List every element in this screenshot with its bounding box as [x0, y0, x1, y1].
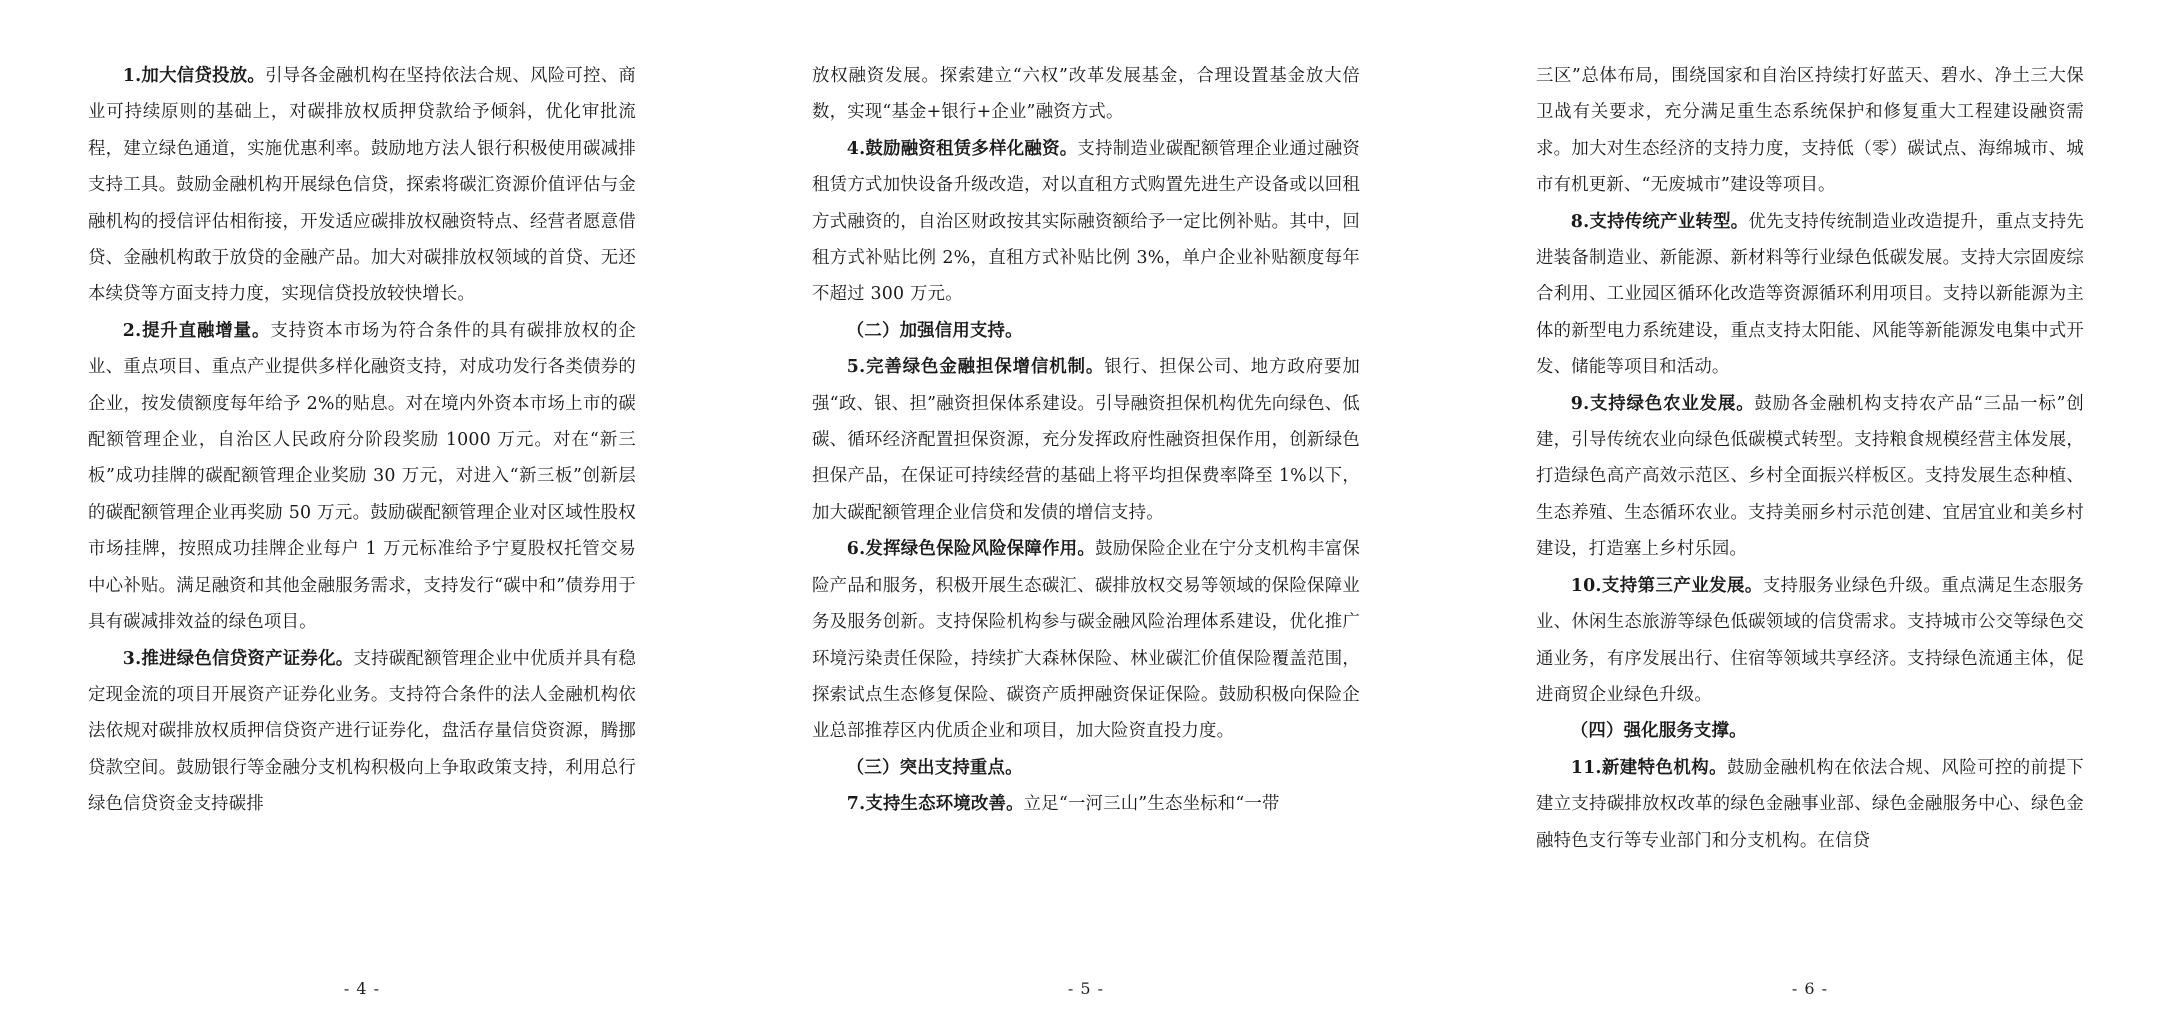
paragraph-text: 支持服务业绿色升级。重点满足生态服务业、休闲生态旅游等绿色低碳领域的信贷需求。支持城市公交等绿色交通业务，有序发展出行、住宿等领域共享经济。支持绿色流通主体，促进商贸企业绿色升级。 [1536, 575, 2084, 705]
section-heading [812, 313, 1360, 349]
paragraph-text: 立足“一河三山”生态坐标和“一带 [1023, 794, 1280, 815]
paragraph [1536, 386, 2084, 568]
paragraph-text: 鼓励各金融机构支持农产品“三品一标”创建，引导传统农业向绿色低碳模式转型。支持粮食规模经营主体发展，打造绿色高产高效示范区、乡村全面振兴样板区。支持发展生态种植、生态养殖、生态循环农业。支持美丽乡村示范创建、宜居宜业和美乡村建设，打造塞上乡村乐园。 [1536, 393, 2084, 560]
paragraph [812, 58, 1360, 131]
paragraph-text: 鼓励保险企业在宁分支机构丰富保险产品和服务，积极开展生态碳汇、碳排放权交易等领域的保险保障业务及服务创新。支持保险机构参与碳金融风险治理体系建设，优化推广环境污染责任保险，持续扩大森林保险、林业碳汇价值保险覆盖范围，探索试点生态修复保险、碳资产质押融资保证保险。鼓励积极向保险企业总部推荐区内优质企业和项目，加大险资直投力度。 [812, 539, 1360, 742]
section-heading [1536, 713, 2084, 749]
paragraph-lead: 5.完善绿色金融担保增信机制。 [846, 357, 1105, 378]
paragraph [1536, 568, 2084, 714]
paragraph-text: 鼓励金融机构在依法合规、风险可控的前提下建立支持碳排放权改革的绿色金融事业部、绿色金融服务中心、绿色金融特色支行等专业部门和分支机构。在信贷 [1536, 757, 2084, 851]
paragraph-text: 三区”总体布局，围绕国家和自治区持续打好蓝天、碧水、净土三大保卫战有关要求，充分满足重生态系统保护和修复重大工程建设融资需求。加大对生态经济的支持力度，支持低（零）碳试点、海绵城市、城市有机更新、“无废城市”建设等项目。 [1536, 66, 2084, 196]
paragraph-lead: 7.支持生态环境改善。 [846, 794, 1024, 815]
paragraph-text: 银行、担保公司、地方政府要加强“政、银、担”融资担保体系建设。引导融资担保机构优先向绿色、低碳、循环经济配置担保资源，充分发挥政府性融资担保作用，创新绿色担保产品，在保证可持续经营的基础上将平均担保费率降至 1%以下，加大碳配额管理企业信贷和发债的增信支持。 [812, 357, 1360, 523]
paragraph-lead: （四）强化服务支撑。 [1570, 721, 1747, 742]
page-6 [1448, 0, 2172, 1024]
paragraph [1536, 58, 2084, 204]
page-number: - 4 - [343, 979, 381, 998]
paragraph [812, 131, 1360, 313]
paragraph [88, 313, 636, 641]
paragraph [88, 641, 636, 823]
paragraph-lead: （三）突出支持重点。 [846, 757, 1023, 778]
paragraph-lead: 1.加大信贷投放。 [122, 66, 266, 86]
paragraph-text: 引导各金融机构在坚持依法合规、风险可控、商业可持续原则的基础上，对碳排放权质押贷款给予倾斜，优化审批流程，建立绿色通道，实施优惠利率。鼓励地方法人银行积极使用碳减排支持工具。鼓励金融机构开展绿色信贷，探索将碳汇资源价值评估与金融机构的授信评估相衔接，开发适应碳排放权融资特点、经营者愿意借贷、金融机构敢于放贷的金融产品。加大对碳排放权领域的首贷、无还本续贷等方面支持力度，实现信贷投放较快增长。 [88, 66, 636, 305]
page-4-body [88, 58, 636, 938]
page-5 [724, 0, 1448, 1024]
section-heading [812, 750, 1360, 786]
page-6-body [1536, 58, 2084, 938]
page-number: - 5 - [1067, 979, 1105, 998]
paragraph-text: 支持碳配额管理企业中优质并具有稳定现金流的项目开展资产证券化业务。支持符合条件的法人金融机构依法依规对碳排放权质押信贷资产进行证券化，盘活存量信贷资源，腾挪贷款空间。鼓励银行等金融分支机构积极向上争取政策支持，利用总行绿色信贷资金支持碳排 [88, 648, 636, 815]
paragraph-lead: 6.发挥绿色保险风险保障作用。 [846, 539, 1096, 560]
paragraph [1536, 750, 2084, 859]
paragraph-text: 优先支持传统制造业改造提升，重点支持先进装备制造业、新能源、新材料等行业绿色低碳发展。支持大宗固废综合利用、工业园区循环化改造等资源循环利用项目。支持以新能源为主体的新型电力系统建设，重点支持太阳能、风能等新能源发电集中式开发、储能等项目和活动。 [1536, 211, 2084, 378]
paragraph [1536, 204, 2084, 386]
paragraph [812, 786, 1360, 822]
paragraph-lead: 3.推进绿色信贷资产证券化。 [122, 648, 354, 669]
paragraph [812, 531, 1360, 749]
paragraph-text: 支持制造业碳配额管理企业通过融资租赁方式加快设备升级改造，对以直租方式购置先进生产设备或以回租方式融资的，自治区财政按其实际融资额给予一定比例补贴。其中，回租方式补贴比例 2%，直租方式补贴比例 3%，单户企业补贴额度每年不超过 300 万元。 [812, 138, 1360, 305]
paragraph-lead: 4.鼓励融资租赁多样化融资。 [846, 138, 1078, 159]
page-4 [0, 0, 724, 1024]
page-5-body [812, 58, 1360, 938]
page-number: - 6 - [1791, 979, 1829, 998]
paragraph-lead: 10.支持第三产业发展。 [1570, 575, 1763, 596]
paragraph-lead: 9.支持绿色农业发展。 [1570, 393, 1755, 414]
paragraph [88, 58, 636, 313]
paragraph-text: 放权融资发展。探索建立“六权”改革发展基金，合理设置基金放大倍数，实现“基金+银行+企业”融资方式。 [812, 66, 1360, 123]
paragraph [812, 349, 1360, 531]
paragraph-lead: 11.新建特色机构。 [1570, 757, 1727, 778]
paragraph-lead: 2.提升直融增量。 [122, 320, 271, 341]
paragraph-lead: 8.支持传统产业转型。 [1570, 211, 1749, 232]
paragraph-lead: （二）加强信用支持。 [846, 320, 1023, 341]
paragraph-text: 支持资本市场为符合条件的具有碳排放权的企业、重点项目、重点产业提供多样化融资支持，对成功发行各类债券的企业，按发债额度每年给予 2%的贴息。对在境内外资本市场上市的碳配额管理企业，自治区人民政府分阶段奖励 1000 万元。对在“新三板”成功挂牌的碳配额管理企业奖励 30 万元，对进入“新三板”创新层的碳配额管理企业再奖励 50 万元。鼓励碳配额管理企业对区域性股权市场挂牌，按照成功挂牌企业每户 1 万元标准给予宁夏股权托管交易中心补贴。满足融资和其他金融服务需求，支持发行“碳中和”债券用于具有碳减排效益的绿色项目。 [88, 320, 636, 633]
